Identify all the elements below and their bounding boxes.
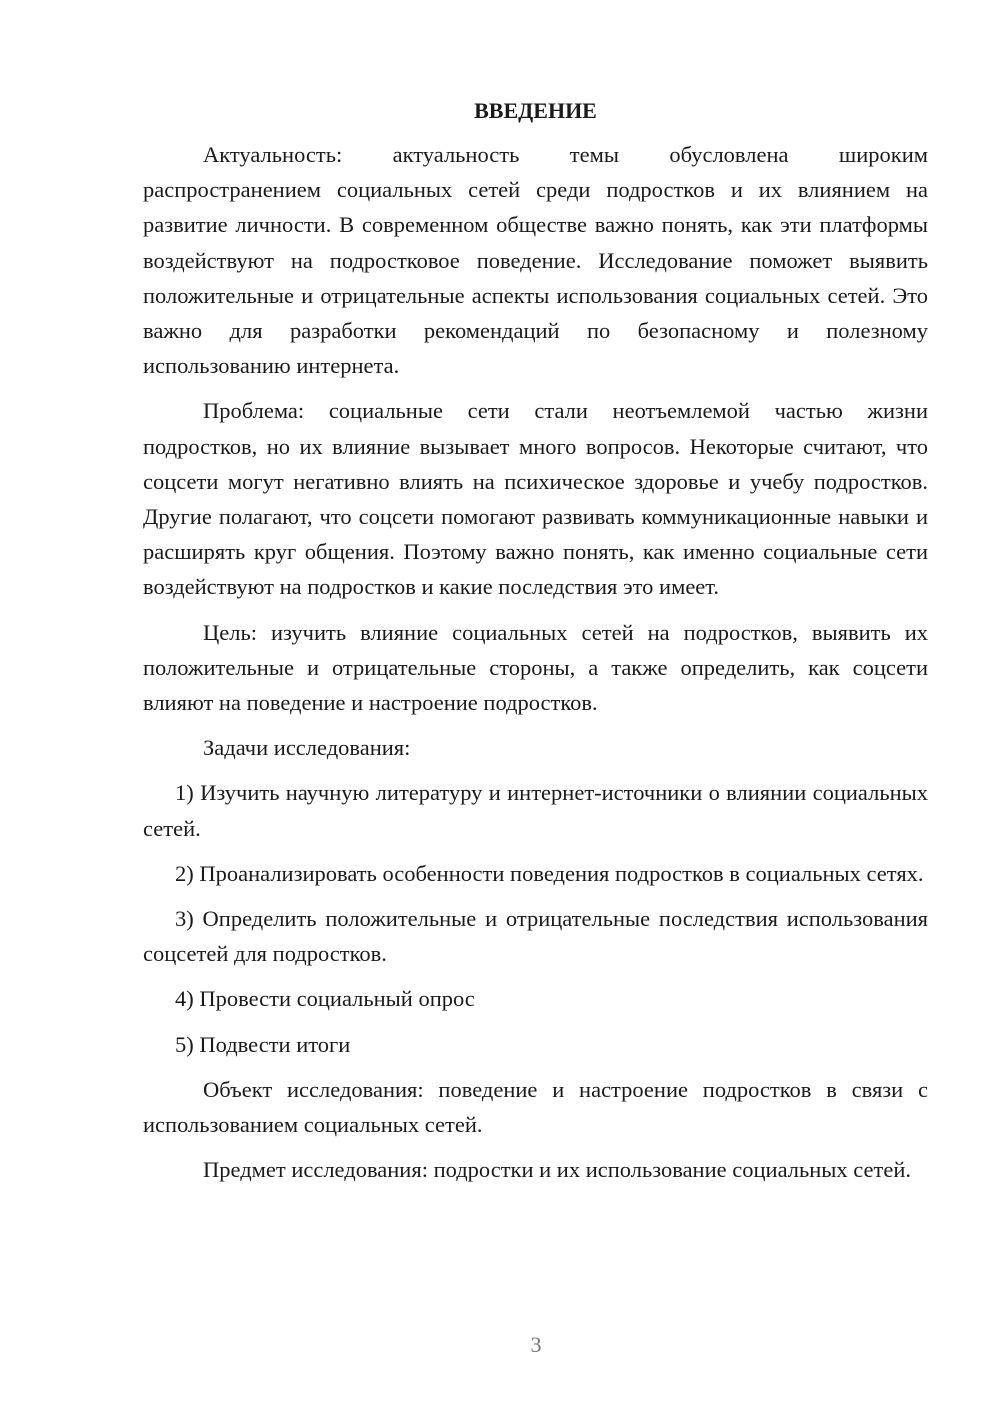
paragraph-problem: Проблема: социальные сети стали неотъемлемой частью жизни подростков, но их влияние вызывает много вопросов. Некоторые считают, что соцсети могут негативно влиять на психическое здоровье и учебу подростков. Другие полагают, что соцсети помогают развивать коммуникационные навыки и расширять круг общения. Поэтому важно понять, как именно социальные сети воздействуют на подростков и какие последствия это имеет. xyxy=(143,398,928,600)
page-number: 3 xyxy=(530,1332,542,1357)
list-item: 2) Проанализировать особенности поведения подростков в социальных сетях. xyxy=(175,860,924,886)
paragraph-relevance: Актуальность: актуальность темы обусловлена широким распространением социальных сетей среди подростков и их влиянием на развитие личности. В современном обществе важно понять, как эти платформы воздействуют на подростковое поведение. Исследование поможет выявить положительные и отрицательные аспекты использования социальных сетей. Это важно для разработки рекомендаций по безопасному и полезному использованию интернета. xyxy=(143,142,928,379)
list-item: 3) Определить положительные и отрицательные последствия использования соцсетей для подростков. xyxy=(143,906,928,967)
page-content xyxy=(143,94,928,1197)
list-item: 5) Подвести итоги xyxy=(175,1031,351,1057)
list-item: 1) Изучить научную литературу и интернет-источники о влиянии социальных сетей. xyxy=(143,780,928,841)
paragraph-tasks-heading: Задачи исследования: xyxy=(203,735,411,761)
page-title: ВВЕДЕНИЕ xyxy=(474,98,597,123)
tasks-list xyxy=(143,775,928,1061)
paragraph-goal: Цель: изучить влияние социальных сетей на подростков, выявить их положительные и отрицательные стороны, а также определить, как соцсети влияют на поведение и настроение подростков. xyxy=(143,619,928,716)
paragraph-object: Объект исследования: поведение и настроение подростков в связи с использованием социальных сетей. xyxy=(143,1076,928,1138)
list-item: 4) Провести социальный опрос xyxy=(175,986,475,1012)
paragraph-subject: Предмет исследования: подростки и их использование социальных сетей. xyxy=(203,1157,912,1183)
